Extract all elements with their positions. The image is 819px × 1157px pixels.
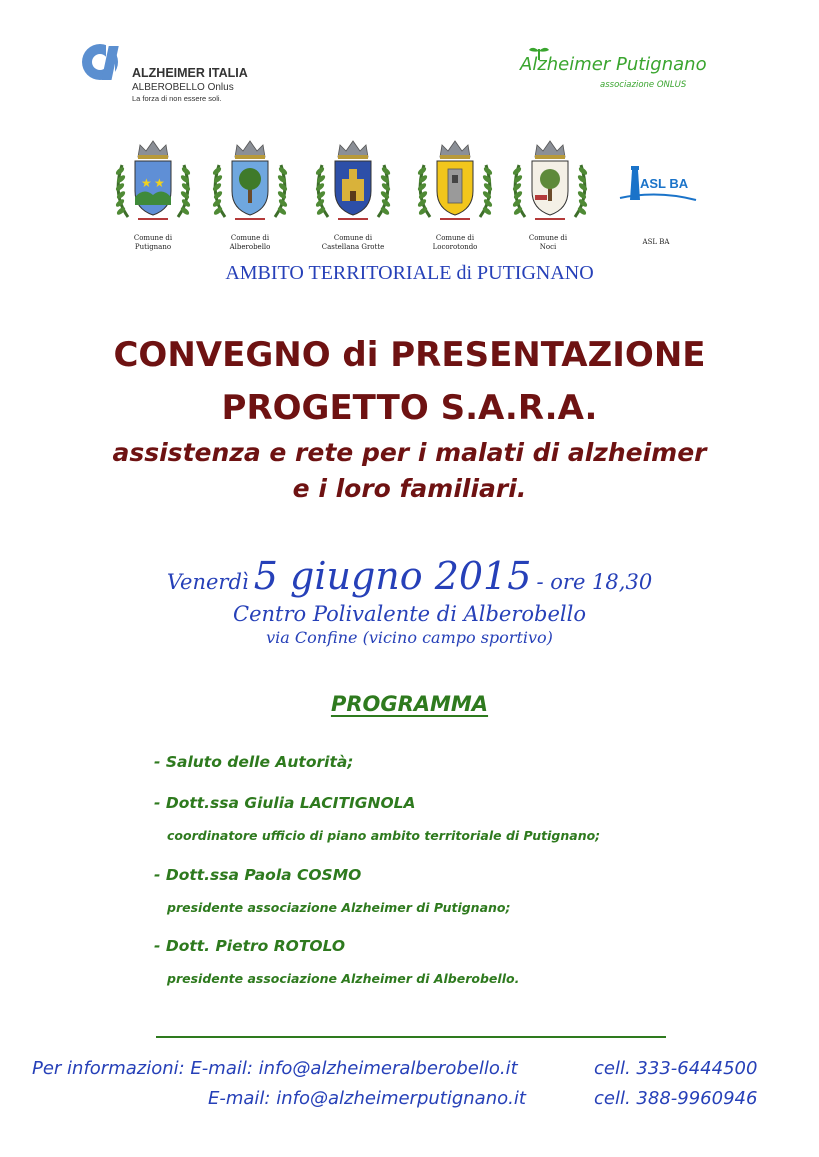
caption-line: Castellana Grotte xyxy=(321,243,385,251)
programma-item: - Dott.ssa Giulia LACITIGNOLA xyxy=(154,794,416,812)
caption-line: Putignano xyxy=(134,243,172,251)
alzheimer-italia-mark-icon xyxy=(80,40,128,82)
programma-item: - Dott. Pietro ROTOLO xyxy=(154,937,346,955)
coat-of-arms-icon xyxy=(108,135,198,225)
subtitle-line-1: assistenza e rete per i malati di alzheimer xyxy=(112,438,707,467)
coat-of-arms-icon xyxy=(505,135,595,225)
svg-text:★: ★ xyxy=(154,176,165,190)
caption-line: Alberobello xyxy=(229,243,271,251)
alzheimer-italia-name: ALZHEIMER ITALIA xyxy=(132,66,248,80)
info-line-2: E-mail: info@alzheimerputignano.it xyxy=(208,1088,526,1109)
coat-of-arms-icon xyxy=(308,135,398,225)
coat-of-arms-icon xyxy=(205,135,295,225)
crest-caption-putignano xyxy=(103,234,203,252)
crest-caption-alberobello xyxy=(200,234,300,252)
crest-noci xyxy=(505,135,595,225)
info-cell-1: cell. 333-6444500 xyxy=(594,1058,758,1079)
caption-line: Comune di xyxy=(133,234,173,242)
programma-title: PROGRAMMA xyxy=(330,692,489,716)
alzheimer-italia-logo xyxy=(80,40,280,104)
caption-line: Noci xyxy=(539,243,557,251)
info-cell-2: cell. 388-9960946 xyxy=(594,1088,758,1109)
info-line-1: Per informazioni: E-mail: info@alzheimeralberobello.it xyxy=(32,1058,518,1079)
subtitle-line-2: e i loro familiari. xyxy=(292,474,527,503)
programma-item: - Saluto delle Autorità; xyxy=(154,753,354,771)
crest-alberobello xyxy=(205,135,295,225)
event-date xyxy=(0,554,819,598)
caption-line: Comune di xyxy=(333,234,373,242)
divider xyxy=(156,1036,666,1038)
coat-of-arms-icon xyxy=(410,135,500,225)
programma-item: - Dott.ssa Paola COSMO xyxy=(154,866,362,884)
alzheimer-putignano-logo xyxy=(520,44,770,98)
alzheimer-putignano-sub: associazione ONLUS xyxy=(600,80,687,90)
programma-item-desc: presidente associazione Alzheimer di Putignano; xyxy=(167,900,511,915)
crest-caption-locorotondo xyxy=(405,234,505,252)
caption-line: Locorotondo xyxy=(432,243,478,251)
caption-line: Comune di xyxy=(230,234,270,242)
crest-caption-noci xyxy=(498,234,598,252)
asl-caption: ASL BA xyxy=(642,238,670,246)
programma-item-desc: presidente associazione Alzheimer di Alberobello. xyxy=(167,971,520,986)
asl-ba-name: ASL BA xyxy=(640,176,689,191)
title-line-1: CONVEGNO di PRESENTAZIONE xyxy=(113,335,706,375)
crest-castellana-grotte xyxy=(308,135,398,225)
event-date-main: 5 giugno 2015 xyxy=(253,554,532,598)
event-time: - ore 18,30 xyxy=(536,570,653,594)
programma-item-desc: coordinatore ufficio di piano ambito territoriale di Putignano; xyxy=(167,828,601,843)
title-line-2: PROGETTO S.A.R.A. xyxy=(221,388,598,428)
ambito-territoriale: AMBITO TERRITORIALE di PUTIGNANO xyxy=(225,262,594,284)
alzheimer-italia-tagline: La forza di non essere soli. xyxy=(132,94,222,103)
event-address: via Confine (vicino campo sportivo) xyxy=(266,628,553,647)
alzheimer-putignano-name: Alzheimer Putignano xyxy=(520,54,707,75)
crest-caption-castellana-grotte xyxy=(303,234,403,252)
crest-putignano xyxy=(108,135,198,225)
svg-text:★: ★ xyxy=(141,176,152,190)
event-place: Centro Polivalente di Alberobello xyxy=(233,602,586,626)
alzheimer-italia-sub: ALBEROBELLO Onlus xyxy=(132,82,234,93)
caption-line: Comune di xyxy=(528,234,568,242)
caption-line: Comune di xyxy=(435,234,475,242)
crest-locorotondo xyxy=(410,135,500,225)
event-day: Venerdì xyxy=(166,570,249,594)
